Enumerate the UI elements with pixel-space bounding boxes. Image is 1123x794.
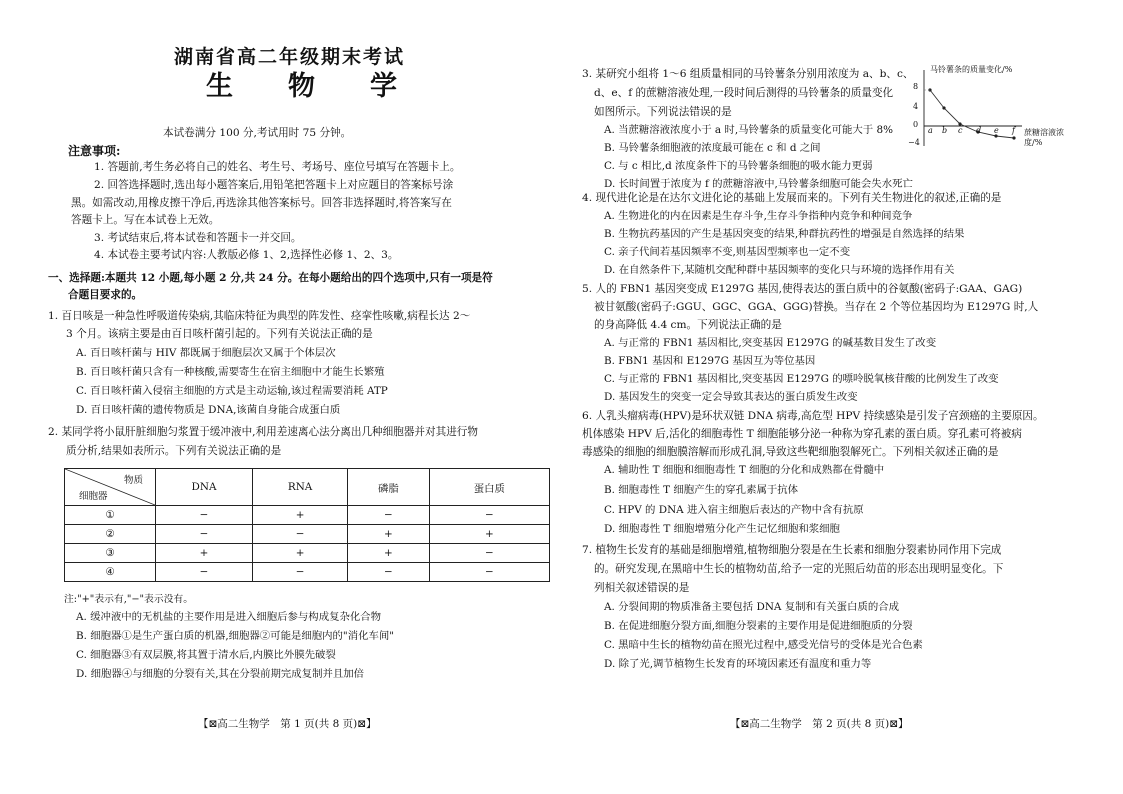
col-header: DNA	[156, 469, 253, 506]
q6-stem: 机体感染 HPV 后,活化的细胞毒性 T 细胞能够分泌一种称为穿孔素的蛋白质。穿孔素可将被病	[582, 428, 1022, 440]
page-1	[38, 0, 550, 794]
graph-ylabel: 马铃薯条的质量变化/%	[930, 65, 1013, 74]
q6-option-c: C. HPV 的 DNA 进入宿主细胞后表达的产物中含有抗原	[604, 504, 864, 516]
q3-option-c: C. 与 c 相比,d 浓度条件下的马铃薯条细胞的吸水能力更弱	[604, 160, 873, 172]
table-cell: +	[429, 525, 549, 544]
graph-ytick: 8	[913, 82, 919, 91]
note-line: 黑。如需改动,用橡皮擦干净后,再选涂其他答案标号。回答非选择题时,将答案写在	[71, 197, 452, 209]
results-table	[64, 468, 550, 582]
note-line: 4. 本试卷主要考试内容:人教版必修 1、2,选择性必修 1、2、3。	[94, 249, 399, 261]
q7-stem: 7. 植物生长发育的基础是细胞增殖,植物细胞分裂是在生长素和细胞分裂素协同作用下完成	[582, 544, 1002, 556]
section-heading-cont: 合题目要求的。	[68, 289, 143, 301]
q7-stem: 的。研究发现,在黑暗中生长的植物幼苗,给予一定的光照后幼苗的形态出现明显变化。下	[594, 563, 1004, 575]
row-label: ③	[65, 544, 156, 563]
q4-option-d: D. 在自然条件下,某随机交配种群中基因频率的变化只与环境的选择作用有关	[604, 264, 955, 276]
exam-info: 本试卷满分 100 分,考试用时 75 分钟。	[163, 127, 352, 139]
graph-ytick: 4	[913, 102, 919, 111]
page-footer: 【⊠高二生物学 第 1 页(共 8 页)⊠】	[198, 718, 377, 730]
q3-option-d: D. 长时间置于浓度为 f 的蔗糖溶液中,马铃薯条细胞可能会失水死亡	[604, 178, 913, 190]
exam-title: 湖南省高二年级期末考试	[174, 46, 406, 68]
note-line: 2. 回答选择题时,选出每小题答案后,用铅笔把答题卡上对应题目的答案标号涂	[94, 179, 454, 191]
q1-option-b: B. 百日咳杆菌只含有一种核酸,需要寄生在宿主细胞中才能生长繁殖	[76, 366, 385, 378]
note-line: 3. 考试结束后,将本试卷和答题卡一并交回。	[94, 232, 302, 244]
table-cell: −	[156, 563, 253, 582]
page-2	[582, 0, 1082, 794]
q2-option-b: B. 细胞器①是生产蛋白质的机器,细胞器②可能是细胞内的"消化车间"	[76, 630, 395, 642]
q7-option-c: C. 黑暗中生长的植物幼苗在照光过程中,感受光信号的受体是光合色素	[604, 639, 923, 651]
q2-option-d: D. 细胞器④与细胞的分裂有关,其在分裂前期完成复制并且加倍	[76, 668, 365, 680]
table-cell: −	[348, 506, 429, 525]
table-row	[65, 563, 550, 582]
q2-option-c: C. 细胞器③有双层膜,将其置于清水后,内膜比外膜先破裂	[76, 649, 336, 661]
note-line: 答题卡上。写在本试卷上无效。	[71, 214, 220, 226]
q5-stem: 被甘氨酸(密码子:GGU、GGC、GGA、GGG)替换。当存在 2 个等位基因均为 E1297G 时,人	[594, 301, 1039, 313]
table-row	[65, 525, 550, 544]
q5-stem: 5. 人的 FBN1 基因突变成 E1297G 基因,使得表达的蛋白质中的谷氨酸(密码子:GAA、GAG)	[582, 283, 1023, 295]
q3-stem: 3. 某研究小组将 1～6 组质量相同的马铃薯条分别用浓度为 a、b、c、	[582, 68, 914, 80]
graph-xtick: a	[928, 126, 933, 135]
table-row	[65, 544, 550, 563]
col-header: 蛋白质	[429, 469, 549, 506]
graph-xtick: b	[942, 126, 948, 135]
q1-option-d: D. 百日咳杆菌的遗传物质是 DNA,该菌自身能合成蛋白质	[76, 404, 341, 416]
table-cell: −	[156, 506, 253, 525]
table-cell: +	[348, 525, 429, 544]
q6-stem: 毒感染的细胞的细胞膜溶解而形成孔洞,导致这些靶细胞裂解死亡。下列相关叙述正确的是	[582, 446, 999, 458]
table-cell: −	[429, 563, 549, 582]
table-cell: −	[348, 563, 429, 582]
q3-stem: 如图所示。下列说法错误的是	[594, 106, 732, 118]
q3-option-a: A. 当蔗糖溶液浓度小于 a 时,马铃薯条的质量变化可能大于 8%	[604, 124, 893, 136]
graph-xtick: e	[994, 126, 999, 135]
q7-option-a: A. 分裂间期的物质准备主要包括 DNA 复制和有关蛋白质的合成	[604, 601, 900, 613]
col-header: 磷脂	[348, 469, 429, 506]
graph-ytick: 0	[913, 120, 919, 129]
graph-xtick: f	[1012, 126, 1015, 135]
table-cell: −	[253, 525, 348, 544]
q6-option-d: D. 细胞毒性 T 细胞增殖分化产生记忆细胞和浆细胞	[604, 523, 840, 535]
q4-stem: 4. 现代进化论是在达尔文进化论的基础上发展而来的。下列有关生物进化的叙述,正确的是	[582, 192, 1002, 204]
page-footer: 【⊠高二生物学 第 2 页(共 8 页)⊠】	[730, 718, 909, 730]
q3-stem: d、e、f 的蔗糖溶液处理,一段时间后测得的马铃薯条的质量变化	[594, 87, 894, 99]
q6-option-a: A. 辅助性 T 细胞和细胞毒性 T 细胞的分化和成熟都在骨髓中	[604, 464, 885, 476]
q2-stem: 2. 某同学将小鼠肝脏细胞匀浆置于缓冲液中,利用差速离心法分离出几种细胞器并对其进行物	[48, 426, 478, 438]
graph-ytick: −4	[908, 138, 920, 147]
q4-option-b: B. 生物抗药基因的产生是基因突变的结果,种群抗药性的增强是自然选择的结果	[604, 228, 965, 240]
table-note: 注:"+"表示有,"−"表示没有。	[64, 594, 194, 605]
q3-option-b: B. 马铃薯条细胞液的浓度最可能在 c 和 d 之间	[604, 142, 821, 154]
table-row	[65, 506, 550, 525]
q5-option-a: A. 与正常的 FBN1 基因相比,突变基因 E1297G 的碱基数目发生了改变	[604, 337, 937, 349]
q5-option-d: D. 基因发生的突变一定会导致其表达的蛋白质发生改变	[604, 391, 858, 403]
row-label: ②	[65, 525, 156, 544]
graph-xtick: d	[976, 126, 982, 135]
q5-option-b: B. FBN1 基因和 E1297G 基因互为等位基因	[604, 355, 816, 367]
graph-xtick: c	[958, 126, 963, 135]
table-cell: −	[429, 506, 549, 525]
q5-stem: 的身高降低 4.4 cm。下列说法正确的是	[594, 319, 782, 331]
q6-option-b: B. 细胞毒性 T 细胞产生的穿孔素属于抗体	[604, 484, 799, 496]
table-cell: +	[253, 544, 348, 563]
table-cell: +	[156, 544, 253, 563]
q7-option-b: B. 在促进细胞分裂方面,细胞分裂素的主要作用是促进细胞质的分裂	[604, 620, 913, 632]
q2-option-a: A. 缓冲液中的无机盐的主要作用是进入细胞后参与构成复杂化合物	[76, 611, 382, 623]
mass-change-graph	[904, 62, 1080, 152]
q7-stem: 列相关叙述错误的是	[594, 582, 690, 594]
row-label: ④	[65, 563, 156, 582]
q1-option-c: C. 百日咳杆菌入侵宿主细胞的方式是主动运输,该过程需要消耗 ATP	[76, 385, 388, 397]
table-cell: −	[429, 544, 549, 563]
table-cell: −	[156, 525, 253, 544]
q1-option-a: A. 百日咳杆菌与 HIV 都既属于细胞层次又属于个体层次	[76, 347, 336, 359]
corner-top-label: 物质	[123, 475, 143, 486]
table-cell: +	[348, 544, 429, 563]
graph-xlabel: 蔗糖溶液浓度/%	[1024, 128, 1064, 147]
q7-option-d: D. 除了光,调节植物生长发育的环境因素还有温度和重力等	[604, 658, 872, 670]
corner-bottom-label: 细胞器	[79, 491, 108, 502]
q1-stem: 1. 百日咳是一种急性呼吸道传染病,其临床特征为典型的阵发性、痉挛性咳嗽,病程长达 2～	[48, 310, 471, 322]
q4-option-a: A. 生物进化的内在因素是生存斗争,生存斗争指种内竞争和种间竞争	[604, 210, 913, 222]
note-line: 1. 答题前,考生务必将自己的姓名、考生号、考场号、座位号填写在答题卡上。	[94, 161, 461, 173]
q1-stem: 3 个月。该病主要是由百日咳杆菌引起的。下列有关说法正确的是	[66, 328, 373, 340]
row-label: ①	[65, 506, 156, 525]
table-cell: +	[253, 506, 348, 525]
q6-stem: 6. 人乳头瘤病毒(HPV)是环状双链 DNA 病毒,高危型 HPV 持续感染是引发子宫颈癌的主要原因。	[582, 410, 1044, 422]
subject-title: 生 物 学	[206, 71, 411, 102]
table-corner	[65, 469, 156, 506]
q5-option-c: C. 与正常的 FBN1 基因相比,突变基因 E1297G 的嘌呤脱氧核苷酸的比例发生了改变	[604, 373, 999, 385]
table-cell: −	[253, 563, 348, 582]
col-header: RNA	[253, 469, 348, 506]
section-heading: 一、选择题:本题共 12 小题,每小题 2 分,共 24 分。在每小题给出的四个选项中,只有一项是符	[48, 272, 493, 284]
q2-stem: 质分析,结果如表所示。下列有关说法正确的是	[66, 445, 282, 457]
q4-option-c: C. 亲子代间若基因频率不变,则基因型频率也一定不变	[604, 246, 851, 258]
notes-heading: 注意事项:	[68, 144, 121, 158]
